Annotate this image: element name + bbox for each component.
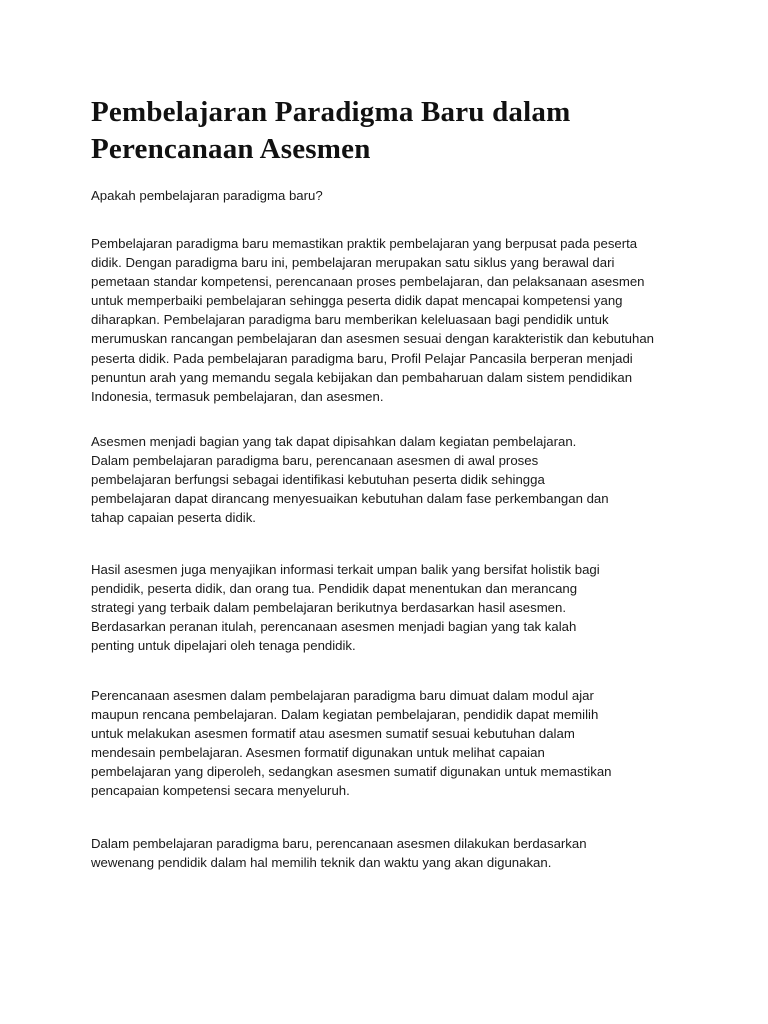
paragraph-line: pembelajaran berfungsi sebagai identifikasi kebutuhan peserta didik sehingga: [91, 472, 545, 488]
paragraph-line: maupun rencana pembelajaran. Dalam kegiatan pembelajaran, pendidik dapat memilih: [91, 707, 599, 723]
paragraph-3: [91, 560, 691, 655]
paragraph-line: Indonesia, termasuk pembelajaran, dan asesmen.: [91, 388, 384, 404]
paragraph-2: [91, 432, 691, 527]
paragraph-line: Perencanaan asesmen dalam pembelajaran paradigma baru dimuat dalam modul ajar: [91, 688, 594, 703]
paragraph-line: penuntun arah yang memandu segala kebijakan dan pembaharuan dalam sistem pendidikan: [91, 369, 633, 385]
document-title: [91, 94, 691, 168]
paragraph-line: peserta didik. Pada pembelajaran paradigma baru, Profil Pelajar Pancasila berperan menjadi: [91, 350, 633, 366]
paragraph-line: Hasil asesmen juga menyajikan informasi terkait umpan balik yang bersifat holistik bagi: [91, 562, 600, 577]
paragraph-line: tahap capaian peserta didik.: [91, 510, 256, 526]
title-line: Pembelajaran Paradigma Baru dalam: [91, 96, 571, 128]
paragraph-line: pembelajaran dapat dirancang menyesuaikan kebutuhan dalam fase perkembangan dan: [91, 491, 609, 507]
paragraph-line: Dalam pembelajaran paradigma baru, perencanaan asesmen di awal proses: [91, 453, 539, 469]
paragraph-line: untuk memperbaiki pembelajaran sehingga peserta didik dapat mencapai kompetensi yang: [91, 293, 623, 309]
paragraph-line: mendesain pembelajaran. Asesmen formatif digunakan untuk melihat capaian: [91, 745, 545, 761]
paragraph-line: pembelajaran yang diperoleh, sedangkan asesmen sumatif digunakan untuk memastikan: [91, 764, 612, 780]
paragraph-line: Asesmen menjadi bagian yang tak dapat dipisahkan dalam kegiatan pembelajaran.: [91, 434, 577, 449]
paragraph-line: didik. Dengan paradigma baru ini, pembelajaran merupakan satu siklus yang berawal dari: [91, 255, 615, 271]
paragraph-4: [91, 686, 691, 801]
paragraph-line: Pembelajaran paradigma baru memastikan praktik pembelajaran yang berpusat pada peserta: [91, 236, 638, 251]
paragraph-5: [91, 834, 691, 872]
document-question: Apakah pembelajaran paradigma baru?: [91, 188, 323, 203]
title-line: Perencanaan Asesmen: [91, 133, 371, 165]
paragraph-line: pemetaan standar kompetensi, perencanaan proses pembelajaran, dan pelaksanaan asesmen: [91, 274, 645, 290]
paragraph-line: diharapkan. Pembelajaran paradigma baru memberikan keleluasaan bagi pendidik untuk: [91, 312, 609, 328]
paragraph-1: [91, 234, 691, 406]
paragraph-line: penting untuk dipelajari oleh tenaga pendidik.: [91, 638, 356, 654]
paragraph-line: pendidik, peserta didik, dan orang tua. Pendidik dapat menentukan dan merancang: [91, 581, 578, 597]
paragraph-line: merumuskan rancangan pembelajaran dan asesmen sesuai dengan karakteristik dan kebutuhan: [91, 331, 655, 347]
paragraph-line: Dalam pembelajaran paradigma baru, perencanaan asesmen dilakukan berdasarkan: [91, 836, 587, 851]
paragraph-line: strategi yang terbaik dalam pembelajaran berikutnya berdasarkan hasil asesmen.: [91, 600, 567, 616]
paragraph-line: untuk melakukan asesmen formatif atau asesmen sumatif sesuai kebutuhan dalam: [91, 726, 575, 742]
document-body: [91, 94, 691, 871]
paragraph-line: Berdasarkan peranan itulah, perencanaan asesmen menjadi bagian yang tak kalah: [91, 619, 577, 635]
paragraph-line: wewenang pendidik dalam hal memilih teknik dan waktu yang akan digunakan.: [91, 855, 552, 871]
paragraph-line: pencapaian kompetensi secara menyeluruh.: [91, 783, 350, 799]
